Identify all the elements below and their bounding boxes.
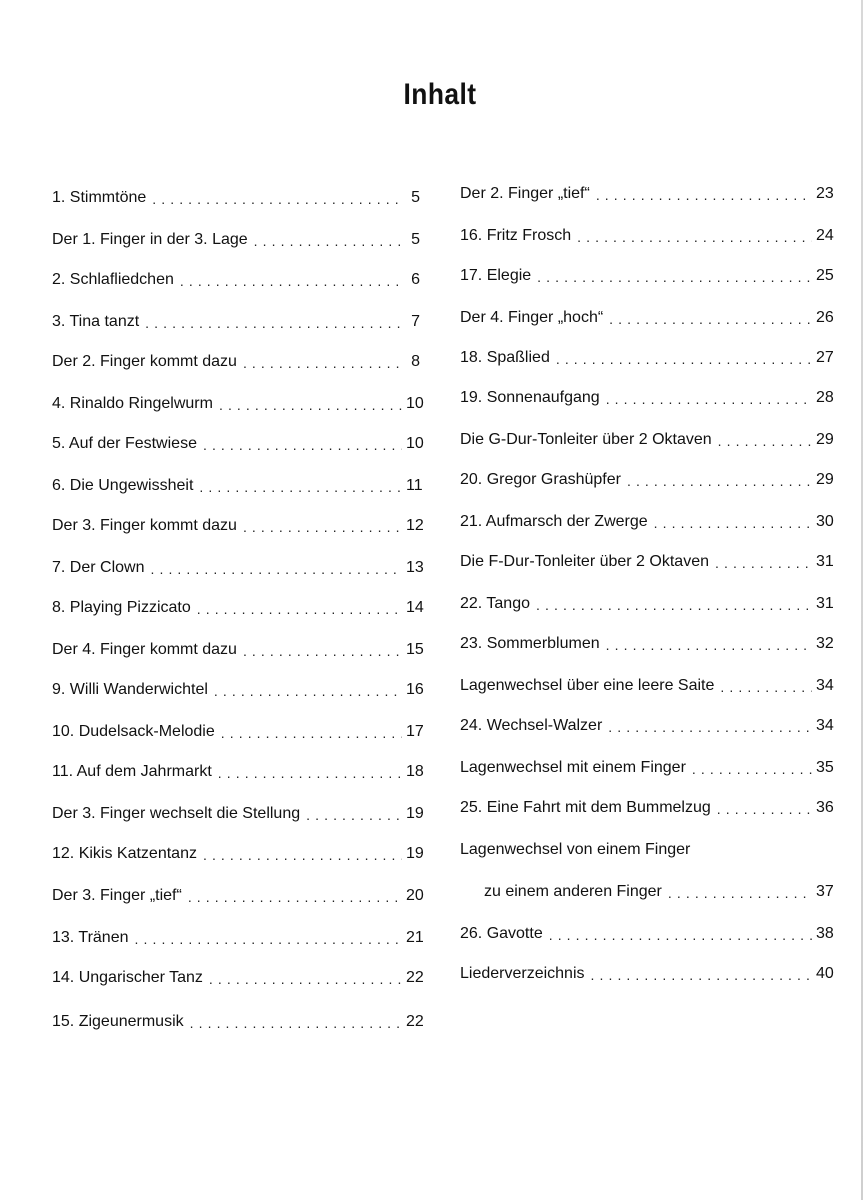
dot-leader [556,350,812,368]
dot-leader [221,724,402,742]
toc-entry-page: 37 [816,883,834,900]
toc-entry-page: 5 [411,231,420,248]
dot-leader [609,310,812,328]
dot-leader [150,560,402,578]
toc-entry-page: 20 [406,887,424,904]
toc-entry-title: 26. Gavotte [460,925,543,942]
toc-entry-title: Der 1. Finger in der 3. Lage [52,231,248,248]
toc-entry-page: 27 [816,349,834,366]
dot-leader [692,760,812,778]
dot-leader [197,600,402,618]
toc-entry-page: 31 [816,595,834,612]
toc-entry-page: 29 [816,471,834,488]
toc-entry [52,268,420,290]
dot-leader [209,970,402,988]
dot-leader [219,396,402,414]
toc-entry [460,962,834,984]
toc-entry [52,474,423,496]
toc-entry-title: Der 3. Finger wechselt die Stellung [52,805,301,822]
toc-entry-title: Der 3. Finger kommt dazu [52,517,237,534]
dot-leader [537,268,812,286]
toc-entry-page: 16 [406,681,424,698]
dot-leader [145,314,402,332]
toc-entry [52,310,420,332]
toc-entry [52,842,424,864]
toc-entry-title: 16. Fritz Frosch [460,227,572,244]
toc-entry [460,182,834,204]
toc-entry [460,306,834,328]
toc-entry-page: 23 [816,185,834,202]
toc-entry-title: zu einem anderen Finger [484,883,662,900]
toc-entry-page: 21 [406,929,424,946]
toc-entry-page: 13 [406,559,424,576]
dot-leader [152,190,402,208]
dot-leader [135,930,403,948]
toc-entry-title: 20. Gregor Grashüpfer [460,471,621,488]
toc-entry [52,638,424,660]
dot-leader [306,806,402,824]
dot-leader [243,518,402,536]
toc-entry-page: 36 [816,799,834,816]
toc-entry-page: 30 [816,513,834,530]
dot-leader [591,966,812,984]
toc-entry-title: 17. Elegie [460,267,532,284]
toc-entry-page: 22 [406,969,424,986]
dot-leader [577,228,812,246]
toc-entry-page: 40 [816,965,834,982]
toc-entry [52,350,420,372]
toc-entry-page: 10 [406,395,424,412]
toc-entry [52,186,420,208]
toc-entry [460,428,834,450]
toc-entry [460,674,834,696]
toc-entry-page: 32 [816,635,834,652]
toc-entry [52,1010,424,1032]
toc-entry [52,884,424,906]
dot-leader [606,636,812,654]
page-title: Inhalt [403,78,477,111]
dot-leader [608,718,812,736]
toc-entry-page: 11 [406,477,423,494]
toc-entry-title: 7. Der Clown [52,559,145,576]
toc-entry-title: 15. Zigeunermusik [52,1013,184,1030]
toc-entry [52,556,424,578]
dot-leader [214,682,402,700]
toc-entry-title: Der 3. Finger „tief“ [52,887,182,904]
toc-entry-page: 22 [406,1013,424,1030]
toc-entry [460,632,834,654]
toc-entry [460,796,834,818]
dot-leader [243,642,402,660]
toc-entry-title: 25. Eine Fahrt mit dem Bummelzug [460,799,711,816]
dot-leader [180,272,402,290]
toc-entry [460,386,834,408]
dot-leader [188,888,402,906]
toc-entry-page: 38 [816,925,834,942]
toc-entry-title: 10. Dudelsack-Melodie [52,723,215,740]
toc-entry-title: 9. Willi Wanderwichtel [52,681,208,698]
toc-entry [460,224,834,246]
toc-entry-title: Der 4. Finger „hoch“ [460,309,604,326]
toc-entry-page: 35 [816,759,834,776]
toc-entry-title: Liederverzeichnis [460,965,585,982]
toc-entry [52,228,420,250]
toc-entry-page: 6 [411,271,420,288]
dot-leader [627,472,812,490]
toc-entry-title: 4. Rinaldo Ringelwurm [52,395,213,412]
dot-leader [654,514,812,532]
toc-entry-title: 24. Wechsel-Walzer [460,717,603,734]
dot-leader [668,884,812,902]
toc-entry-page: 5 [411,189,420,206]
toc-entry [460,922,834,944]
toc-entry-title: Der 4. Finger kommt dazu [52,641,237,658]
toc-entry-page: 12 [406,517,424,534]
toc-entry-page: 18 [406,763,424,780]
toc-entry [460,468,834,490]
toc-entry-page: 24 [816,227,834,244]
toc-entry-title: Die F-Dur-Tonleiter über 2 Oktaven [460,553,709,570]
toc-entry [52,392,424,414]
toc-entry-page: 8 [411,353,420,370]
toc-entry-title: 19. Sonnenaufgang [460,389,600,406]
toc-entry-title: 1. Stimmtöne [52,189,147,206]
toc-entry [460,264,834,286]
toc-entry-page: 15 [406,641,424,658]
toc-entry-title: Lagenwechsel über eine leere Saite [460,677,715,694]
toc-entry [460,550,834,572]
dot-leader [190,1014,402,1032]
toc-entry-title: 14. Ungarischer Tanz [52,969,203,986]
toc-entry-title: 21. Aufmarsch der Zwerge [460,513,648,530]
dot-leader [203,436,402,454]
toc-entry-title: Die G-Dur-Tonleiter über 2 Oktaven [460,431,712,448]
toc-entry-title: Der 2. Finger kommt dazu [52,353,237,370]
toc-entry-title: 8. Playing Pizzicato [52,599,191,616]
dot-leader [715,554,812,572]
toc-entry-title: 5. Auf der Festwiese [52,435,197,452]
toc-entry-page: 10 [406,435,424,452]
toc-entry-title: Der 2. Finger „tief“ [460,185,590,202]
dot-leader [718,432,812,450]
toc-entry-page: 7 [411,313,420,330]
dot-leader [218,764,402,782]
toc-entry [460,880,834,902]
toc-entry [52,432,424,454]
toc-entry-title: 22. Tango [460,595,530,612]
toc-entry-title: 6. Die Ungewissheit [52,477,194,494]
toc-entry-page: 26 [816,309,834,326]
dot-leader [199,478,402,496]
dot-leader [596,186,812,204]
toc-entry [460,346,834,368]
toc-entry-title: Lagenwechsel von einem Finger [460,841,691,858]
toc-entry [460,756,834,778]
toc-entry [460,592,834,614]
toc-entry-title: 13. Tränen [52,929,129,946]
toc-entry [460,714,834,736]
toc-entry-page: 28 [816,389,834,406]
dot-leader [606,390,812,408]
toc-entry [52,720,424,742]
toc-entry-page: 29 [816,431,834,448]
toc-entry [52,514,424,536]
toc-entry-title: 3. Tina tanzt [52,313,140,330]
toc-entry-page: 34 [816,717,834,734]
toc-entry [52,760,424,782]
toc-entry-page: 14 [406,599,424,616]
toc-entry [52,802,424,824]
toc-entry-title: 2. Schlafliedchen [52,271,174,288]
toc-entry-title: 23. Sommerblumen [460,635,600,652]
toc-entry-page: 34 [816,677,834,694]
toc-entry-title: 11. Auf dem Jahrmarkt [52,763,212,780]
toc-entry-page: 17 [406,723,424,740]
dot-leader [720,678,812,696]
toc-entry [52,966,424,988]
toc-entry [52,678,424,700]
dot-leader [549,926,812,944]
toc-entry [52,596,424,618]
dot-leader [243,354,402,372]
dot-leader [717,800,812,818]
toc-entry [460,510,834,532]
toc-entry-page: 25 [816,267,834,284]
dot-leader [203,846,402,864]
dot-leader [536,596,812,614]
dot-leader [254,232,402,250]
toc-entry-page: 19 [406,845,424,862]
toc-entry-page: 31 [816,553,834,570]
toc-entry-title: 18. Spaßlied [460,349,550,366]
toc-entry-title: 12. Kikis Katzentanz [52,845,197,862]
toc-entry [52,926,424,948]
toc-entry-page: 19 [406,805,424,822]
toc-entry-title: Lagenwechsel mit einem Finger [460,759,686,776]
